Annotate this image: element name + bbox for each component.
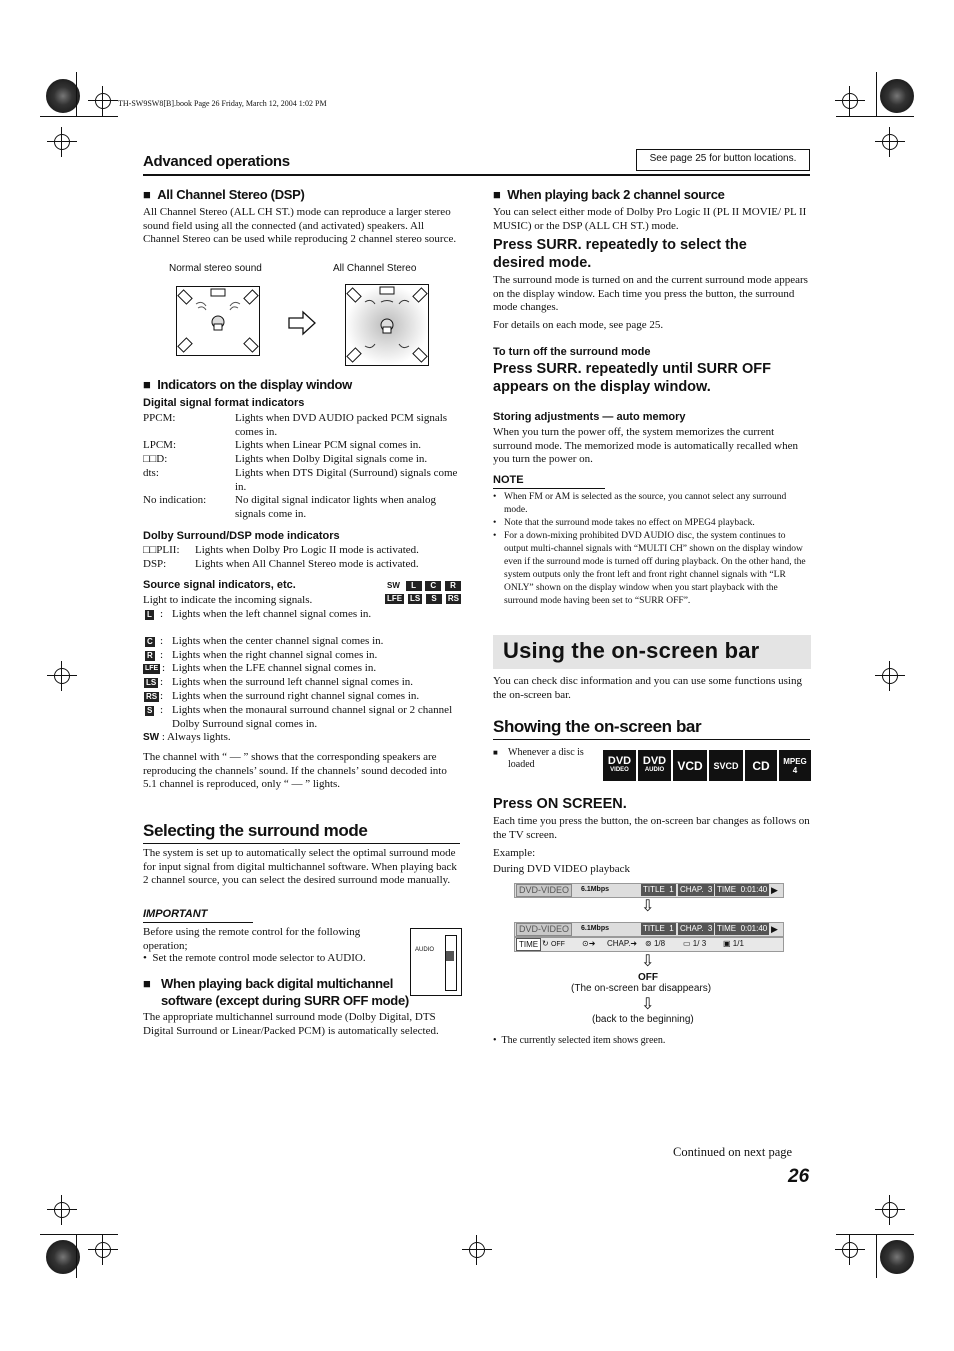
crosshair-mark	[95, 93, 111, 109]
dsf-key: LPCM:	[143, 439, 177, 451]
bar-title-box	[641, 923, 676, 935]
sw-value: : Always lights.	[161, 731, 231, 743]
src-key: RS	[146, 692, 158, 701]
on-screen-bar-1	[514, 883, 784, 898]
fig-all-label: All Channel Stereo	[333, 263, 417, 274]
src-value: Lights when the LFE channel signal comes in.	[172, 662, 377, 674]
audio-label: AUDIO	[415, 947, 435, 953]
tag-ls: LS	[409, 594, 421, 603]
green-note: • The currently selected item shows green.	[493, 1035, 666, 1046]
disc-vcd	[673, 750, 707, 781]
disc-cd	[745, 750, 777, 781]
osb-body: You can check disc information and you can use some functions using the on-screen bar.	[493, 675, 802, 701]
down-arrow-icon: ⇩	[641, 898, 655, 915]
bar-time-value: 0:01:40	[740, 924, 768, 933]
bar-chap-box	[678, 884, 714, 896]
normal-stereo-diagram	[176, 286, 260, 356]
disc-label: MPEG	[783, 757, 807, 766]
crop-line	[76, 1234, 77, 1278]
tag-c: C	[425, 581, 441, 591]
src-tag-grid	[385, 581, 461, 604]
disc-sublabel: AUDIO	[644, 767, 665, 773]
step-surr-off: Press SURR. repeatedly until SURR OFF appears on the display window.	[493, 361, 771, 395]
fn-ab-button[interactable]	[582, 938, 595, 950]
disc-sublabel: VIDEO	[610, 767, 629, 773]
bullet-dot: •	[493, 492, 497, 502]
osb-title-banner	[493, 635, 811, 669]
green-note-text: The currently selected item shows green.	[501, 1035, 666, 1046]
crosshair-mark	[842, 93, 858, 109]
dsf-key: No indication:	[143, 494, 207, 506]
crosshair-mark	[54, 134, 70, 150]
registration-dot-top-left	[46, 79, 80, 113]
twoch-title: When playing back 2 channel source	[507, 187, 725, 202]
important-body: Before using the remote control for the following operation;	[143, 926, 361, 952]
camera-angle-icon: ▣	[723, 939, 731, 948]
twoch-body: You can select either mode of Dolby Pro Logic II (PL II MOVIE/ PL II MUSIC) or the DSP (ALL CH ST.) mode.	[493, 206, 807, 232]
fn-audio-value: 1/8	[653, 939, 666, 948]
important-bullet: • Set the remote control mode selector to AUDIO.	[143, 952, 366, 964]
important-title: IMPORTANT	[143, 908, 208, 920]
sw-row	[143, 731, 463, 745]
src-value: Lights when the left channel signal comes in.	[172, 608, 372, 620]
multi-title: When playing back digital multichannel software (except during SURR OFF mode)	[161, 976, 409, 1008]
colon: :	[160, 649, 164, 661]
colon: :	[162, 662, 166, 674]
acs-heading: ■ All Channel Stereo (DSP)	[143, 187, 305, 202]
dsf-value: Lights when Dolby Digital signals come in.	[235, 453, 428, 465]
bar-rate: 6.1Mbps	[581, 925, 610, 932]
crop-line	[836, 1234, 914, 1235]
bar-title-label: TITLE	[643, 885, 665, 894]
header-rule	[143, 174, 810, 176]
registration-dot-top-right	[880, 79, 914, 113]
bar-title-value: 1	[669, 885, 674, 894]
src-key: C	[147, 637, 153, 646]
surround-rule	[143, 843, 460, 844]
crosshair-mark	[842, 1242, 858, 1258]
fn-audio-button[interactable]	[645, 938, 665, 950]
tag-l: L	[406, 581, 422, 591]
twoch-heading: ■ When playing back 2 channel source	[493, 187, 725, 202]
tag-s: S	[426, 594, 442, 604]
disc-dvd-video	[603, 750, 636, 781]
dolby-key: □□PLII:	[143, 544, 180, 556]
tag-r: R	[445, 581, 461, 591]
note-text: When FM or AM is selected as the source, you cannot select any surround mode.	[504, 492, 787, 515]
src-value: Lights when the surround right channel signal comes in.	[172, 690, 420, 702]
dsf-key: dts:	[143, 467, 159, 479]
on-screen-body: Each time you press the button, the on-screen bar changes as follows on the TV screen.	[493, 815, 810, 841]
step-select-mode: Press SURR. repeatedly to select the desired mode.	[493, 237, 747, 271]
bar-title-label: TITLE	[643, 924, 665, 933]
note-title: NOTE	[493, 474, 524, 486]
crosshair-mark	[882, 1202, 898, 1218]
disc-label: SVCD	[713, 761, 739, 771]
dsf-value: No digital signal indicator lights when analog signals come in.	[235, 494, 437, 520]
disc-type-row	[603, 750, 811, 783]
surround-body: The system is set up to automatically select the optimal surround mode for input signal from digital multichannel software. When playing back 2 channel source, you can select the desired surround mode manually.	[143, 847, 457, 887]
src-key: S	[147, 706, 153, 715]
acs-body: All Channel Stereo (ALL CH ST.) mode can reproduce a larger stereo sound field using all the connected (and activated) speakers. All Channel Stereo can be used while reproducing 2 channel stereo source.	[143, 206, 457, 246]
bar-chap-value: 3	[707, 924, 713, 933]
crop-line	[40, 116, 118, 117]
surround-section-title: Selecting the surround mode	[143, 821, 368, 840]
src-value: Lights when the right channel signal comes in.	[172, 649, 378, 661]
colon: :	[160, 635, 164, 647]
dolby-value: Lights when Dolby Pro Logic II mode is activated.	[195, 544, 419, 556]
off-note: (The on-screen bar disappears)	[571, 983, 712, 994]
fn-chap-button[interactable]	[607, 938, 637, 950]
whenever-text: Whenever a disc is loaded	[508, 747, 584, 770]
during-label: During DVD VIDEO playback	[493, 863, 630, 875]
tag-lfe: LFE	[387, 594, 403, 603]
channel-note: The channel with “ — ” shows that the corresponding speakers are reproducing the channels’ sound. If the channels’ sound decoded into 5.1 channel is reproduced, only “ — ” lights.	[143, 751, 447, 791]
dsf-key: PPCM:	[143, 412, 176, 424]
fn-repeat-off: OFF	[550, 941, 565, 948]
bar-time-box	[715, 884, 769, 896]
disc-dvd-audio	[638, 750, 671, 781]
show-osb-title: Showing the on-screen bar	[493, 717, 702, 736]
important-rule	[143, 922, 253, 923]
selector-knob	[446, 951, 454, 961]
multi-body: The appropriate multichannel surround mode (Dolby Digital, DTS Digital Surround or Linear/Packed PCM) is automatically selected.	[143, 1011, 439, 1037]
crop-line	[836, 116, 914, 117]
note-text: Note that the surround mode takes no effect on MPEG4 playback.	[504, 518, 755, 528]
note-rule	[493, 488, 605, 489]
crop-line	[876, 1234, 877, 1278]
fn-chap-label: CHAP.	[607, 939, 631, 948]
colon: :	[160, 676, 164, 688]
step-select-ref: For details on each mode, see page 25.	[493, 319, 664, 331]
crosshair-mark	[882, 668, 898, 684]
storing-title: Storing adjustments — auto memory	[493, 411, 686, 423]
src-key: R	[147, 651, 153, 660]
disc-svcd	[709, 750, 743, 781]
registration-dot-bottom-left	[46, 1240, 80, 1274]
crosshair-mark	[95, 1242, 111, 1258]
show-osb-rule	[493, 739, 810, 740]
src-title: Source signal indicators, etc.	[143, 579, 296, 591]
selector-slot	[445, 935, 457, 991]
acs-title: All Channel Stereo (DSP)	[157, 187, 305, 202]
dsf-value: Lights when DTS Digital (Surround) signals come in.	[235, 467, 458, 493]
disc-label: DVD	[642, 755, 667, 767]
sw-key: SW	[143, 732, 160, 743]
tag-rs: RS	[447, 594, 459, 603]
bullet-dot: •	[493, 518, 497, 528]
fn-angle-value: 1/1	[732, 939, 744, 948]
bar-chap-label: CHAP.	[680, 924, 704, 933]
bar-mode: DVD-VIDEO	[516, 923, 572, 936]
down-arrow-icon: ⇩	[641, 953, 655, 970]
src-value: Lights when the center channel signal comes in.	[172, 635, 384, 647]
disc-label: DVD	[607, 755, 632, 767]
on-screen-bar-2	[514, 922, 784, 937]
disc-label: CD	[752, 759, 770, 773]
audio-icon: ⊚	[645, 939, 652, 948]
src-intro: Light to indicate the incoming signals.	[143, 594, 313, 606]
fn-time-button[interactable]: TIME	[516, 938, 541, 951]
bullet-square: ■	[493, 748, 498, 757]
disc-mpeg4	[779, 750, 811, 781]
section-label: Advanced operations	[143, 153, 290, 170]
src-key: L	[147, 610, 152, 619]
dsf-value: Lights when Linear PCM signal comes in.	[235, 439, 422, 451]
colon: :	[160, 690, 164, 702]
arrow-right-icon: ➜	[630, 939, 638, 948]
fn-angle-button[interactable]	[723, 938, 744, 950]
src-value: Lights when the monaural surround channel signal or 2 channel Dolby Surround signal comes in.	[172, 704, 453, 730]
step-on-screen: Press ON SCREEN.	[493, 796, 627, 812]
dsf-title: Digital signal format indicators	[143, 397, 305, 409]
play-icon: ▶	[771, 924, 778, 934]
crosshair-mark	[469, 1242, 485, 1258]
repeat-icon: ↻	[542, 939, 549, 948]
bar-time-label: TIME	[717, 885, 737, 894]
play-icon: ▶	[771, 885, 778, 895]
dolby-title: Dolby Surround/DSP mode indicators	[143, 530, 340, 542]
down-arrow-icon: ⇩	[641, 996, 655, 1013]
bar-chap-label: CHAP.	[680, 885, 704, 894]
dsf-key: □□D:	[143, 453, 168, 465]
back-note: (back to the beginning)	[592, 1014, 694, 1025]
crosshair-mark	[882, 134, 898, 150]
on-screen-bar-2-functions	[514, 937, 784, 952]
crosshair-mark	[54, 1202, 70, 1218]
fn-repeat-button[interactable]	[542, 938, 565, 951]
continued-note: Continued on next page	[673, 1145, 793, 1159]
crosshair-mark	[54, 668, 70, 684]
fn-subtitle-value: 1/ 3	[692, 939, 707, 948]
note-text: For a down-mixing prohibited DVD AUDIO disc, the system continues to output multi-channel signals with “MULTI CH” shown on the display window even if the surround mode is turned off during playback. On the other hand, the system outputs only the front left and front right channel signals with “LR ONLY” shown on the display window when you start playback with the surround mode having been set to “SURR OFF”.	[504, 531, 806, 606]
bar-chap-value: 3	[707, 885, 713, 894]
dsf-value: Lights when DVD AUDIO packed PCM signals comes in.	[235, 412, 448, 438]
colon: :	[160, 704, 164, 716]
step-select-body: The surround mode is turned on and the current surround mode appears on the display window. Each time you press the button, the surround mode changes.	[493, 274, 808, 314]
fig-normal-label: Normal stereo sound	[169, 263, 262, 274]
crop-line	[76, 72, 77, 116]
bullet-square: ■	[143, 976, 151, 991]
bar-time-box	[715, 923, 769, 935]
disc-label: VCD	[677, 759, 703, 773]
indicators-heading: ■ Indicators on the display window	[143, 377, 352, 392]
bar-mode: DVD-VIDEO	[516, 884, 572, 897]
see-page-text: See page 25 for button locations.	[649, 153, 797, 164]
important-bullet-text: Set the remote control mode selector to AUDIO.	[152, 952, 366, 964]
osb-title: Using the on-screen bar	[503, 638, 760, 663]
example-label: Example:	[493, 847, 536, 859]
bar-chap-box	[678, 923, 714, 935]
bar-title-value: 1	[669, 924, 674, 933]
bullet-dot: •	[493, 531, 497, 541]
dolby-key: DSP:	[143, 558, 167, 570]
bar-rate: 6.1Mbps	[581, 886, 610, 893]
crop-line	[40, 1234, 118, 1235]
all-channel-stereo-diagram	[345, 284, 429, 366]
storing-body: When you turn the power off, the system memorizes the current surround mode. The memorized mode is automatically recalled when you turn the power on.	[493, 426, 798, 466]
bar-time-label: TIME	[717, 924, 737, 933]
bar-title-box	[641, 884, 676, 896]
ab-repeat-icon: ⊙➜	[582, 939, 596, 948]
src-key: LS	[146, 678, 157, 687]
see-page-box	[636, 149, 810, 171]
src-key: LFE	[145, 665, 159, 672]
fn-subtitle-button[interactable]	[683, 938, 706, 950]
crop-line	[876, 72, 877, 116]
book-header-note: TH-SW9SW8[B].book Page 26 Friday, March 12, 2004 1:02 PM	[118, 99, 327, 108]
arrow-right-icon	[287, 310, 317, 336]
bar-time-value: 0:01:40	[740, 885, 768, 894]
turnoff-title: To turn off the surround mode	[493, 346, 651, 358]
dolby-value: Lights when All Channel Stereo mode is activated.	[195, 558, 419, 570]
subtitle-icon: ▭	[683, 939, 691, 948]
disc-sublabel: 4	[792, 766, 798, 775]
indicators-title: Indicators on the display window	[157, 377, 352, 392]
tag-sw: SW	[387, 581, 400, 590]
page-number: 26	[788, 1166, 810, 1187]
registration-dot-bottom-right	[880, 1240, 914, 1274]
src-value: Lights when the surround left channel signal comes in.	[172, 676, 414, 688]
colon: :	[160, 608, 164, 620]
off-label: OFF	[638, 972, 658, 983]
